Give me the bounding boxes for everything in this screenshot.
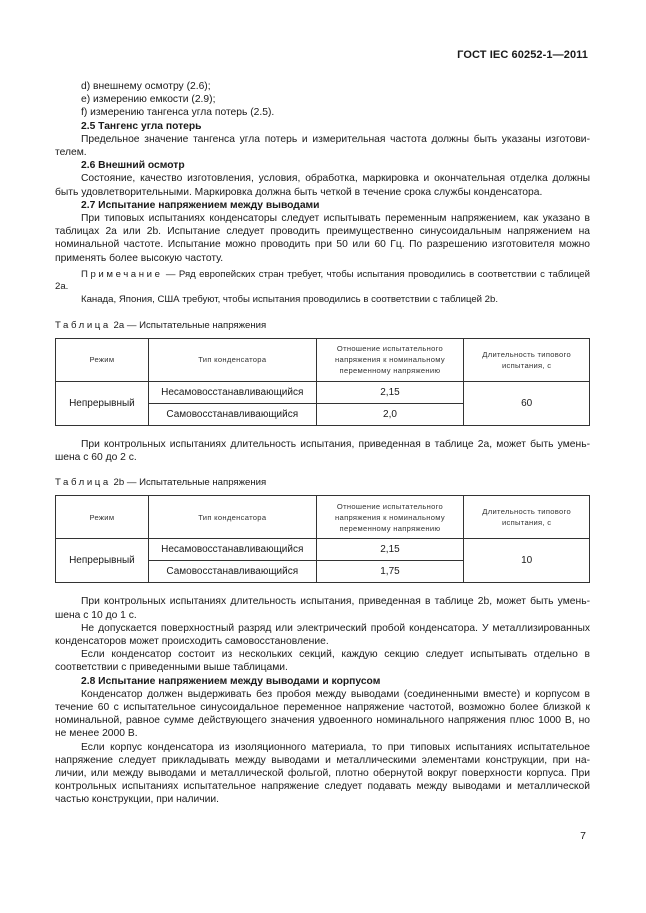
table-cell-ratio: 2,15: [316, 539, 464, 561]
table-header-cell: Тип конденсатора: [148, 338, 316, 381]
list-item: e) измерению емкости (2.9);: [81, 94, 216, 106]
table-header-row: [56, 496, 590, 539]
note-text: — Ряд европейских стран требует, чтобы испытания проводились в соответствии с таблицей 2a.: [55, 268, 590, 293]
list-item: d) внешнему осмотру (2.6);: [81, 81, 211, 92]
table-header-row: [56, 338, 590, 381]
table-caption-label: Таблица: [55, 319, 111, 331]
test-voltage-table-2a: [55, 338, 590, 426]
table-header-cell: Длительность типового испытания, с: [464, 338, 590, 381]
section-text: Состояние, качество изготовления, условия, обработка, маркировка и окончательная отделка должны быть удовлетворительными. Маркировка должна быть четкой в течение срока службы конденсатора.: [55, 173, 590, 198]
table-cell-mode: Непрерывный: [56, 381, 149, 425]
list-item: f) измерению тангенса угла потерь (2.5).: [81, 107, 275, 119]
table-row: [56, 381, 590, 403]
table-cell-type: Самовосстанавливающийся: [148, 561, 316, 583]
table-caption-text: 2b — Испытательные напряжения: [110, 477, 267, 489]
table-caption: [55, 476, 590, 489]
table-row: [56, 539, 590, 561]
paragraph: При контрольных испытаниях длительность испытания, приведенная в таблице 2a, может быть уменьшена с 60 до 2 с.: [55, 438, 590, 464]
paragraph: Если конденсатор состоит из нескольких секций, каждую секцию следует испытывать отдельно в соответствии с приведенными выше таблицами.: [55, 649, 590, 674]
table-cell-type: Несамовосстанавливающийся: [148, 539, 316, 561]
note-continuation: Канада, Япония, США требуют, чтобы испытания проводились в соответствии с таблицей 2b.: [81, 294, 499, 306]
section-heading-2-6: 2.6 Внешний осмотр: [81, 160, 185, 172]
section-text: Если корпус конденсатора из изоляционного материала, то при типовых испытаниях испытательное напряжение следует прикладывать между выводами и металлическими элементами конструкции, при наличии, или между выводами и металлической фольгой, плотно обернутой вокруг поверхности корпуса. При контрольных испытаниях испытательное напряжение следует подавать между выводами и металлической частью конструкции, при наличии.: [55, 741, 590, 806]
test-voltage-table-2b: [55, 495, 590, 583]
table-cell-type: Самовосстанавливающийся: [148, 403, 316, 425]
section-heading-2-7: 2.7 Испытание напряжением между выводами: [81, 199, 320, 211]
note-label: Примечание: [81, 268, 163, 280]
page-content: [55, 80, 590, 807]
table-cell-ratio: 2,15: [316, 381, 464, 403]
table-header-cell: Режим: [56, 496, 149, 539]
section-text: При типовых испытаниях конденсаторы следует испытывать переменным напряжением, как указано в таблицах 2a или 2b. Испытание следует проводить преимущественно синусоидальным напряжением на номинальной частоте. Испытание можно проводить при 50 или 60 Гц. По разрешению изготовителя можно применять более высокую частоту.: [55, 213, 590, 264]
table-cell-mode: Непрерывный: [56, 539, 149, 583]
paragraph: При контрольных испытаниях длительность испытания, приведенная в таблице 2b, может быть уменьшена с 10 до 1 с.: [55, 596, 590, 621]
table-cell-ratio: 1,75: [316, 561, 464, 583]
table-header-cell: Отношение испытательного напряжения к номинальному переменному напряжению: [316, 338, 464, 381]
table-header-cell: Отношение испытательного напряжения к номинальному переменному напряжению: [316, 496, 464, 539]
table-cell-type: Несамовосстанавливающийся: [148, 381, 316, 403]
table-caption-text: 2a — Испытательные напряжения: [110, 319, 267, 331]
table-caption: [55, 319, 590, 332]
table-cell-duration: 60: [464, 381, 590, 425]
document-header: ГОСТ IEC 60252-1—2011: [457, 49, 588, 61]
section-heading-2-8: 2.8 Испытание напряжением между выводами и корпусом: [81, 675, 381, 687]
table-caption-label: Таблица: [55, 477, 111, 489]
table-cell-ratio: 2,0: [316, 403, 464, 425]
table-header-cell: Длительность типового испытания, с: [464, 496, 590, 539]
note: [55, 269, 590, 294]
page-number: 7: [580, 830, 586, 842]
table-cell-duration: 10: [464, 539, 590, 583]
section-heading-2-5: 2.5 Тангенс угла потерь: [81, 120, 202, 132]
paragraph: Не допускается поверхностный разряд или электрический пробой конденсатора. У металлизированных конденсаторов может происходить самовосстановление.: [55, 622, 590, 648]
section-text: Предельное значение тангенса угла потерь и измерительная частота должны быть указаны изготовителем.: [55, 133, 590, 159]
table-header-cell: Тип конденсатора: [148, 496, 316, 539]
section-text: Конденсатор должен выдерживать без пробоя между выводами (соединенными вместе) и корпусом в течение 60 с испытательное синусоидальное переменное напряжение частотой, возможно более близкой к номинальной, равное сумме действующего значения удвоенного номинального напряжения плюс 1000 В, но не менее 2000 В.: [55, 688, 590, 740]
table-header-cell: Режим: [56, 338, 149, 381]
